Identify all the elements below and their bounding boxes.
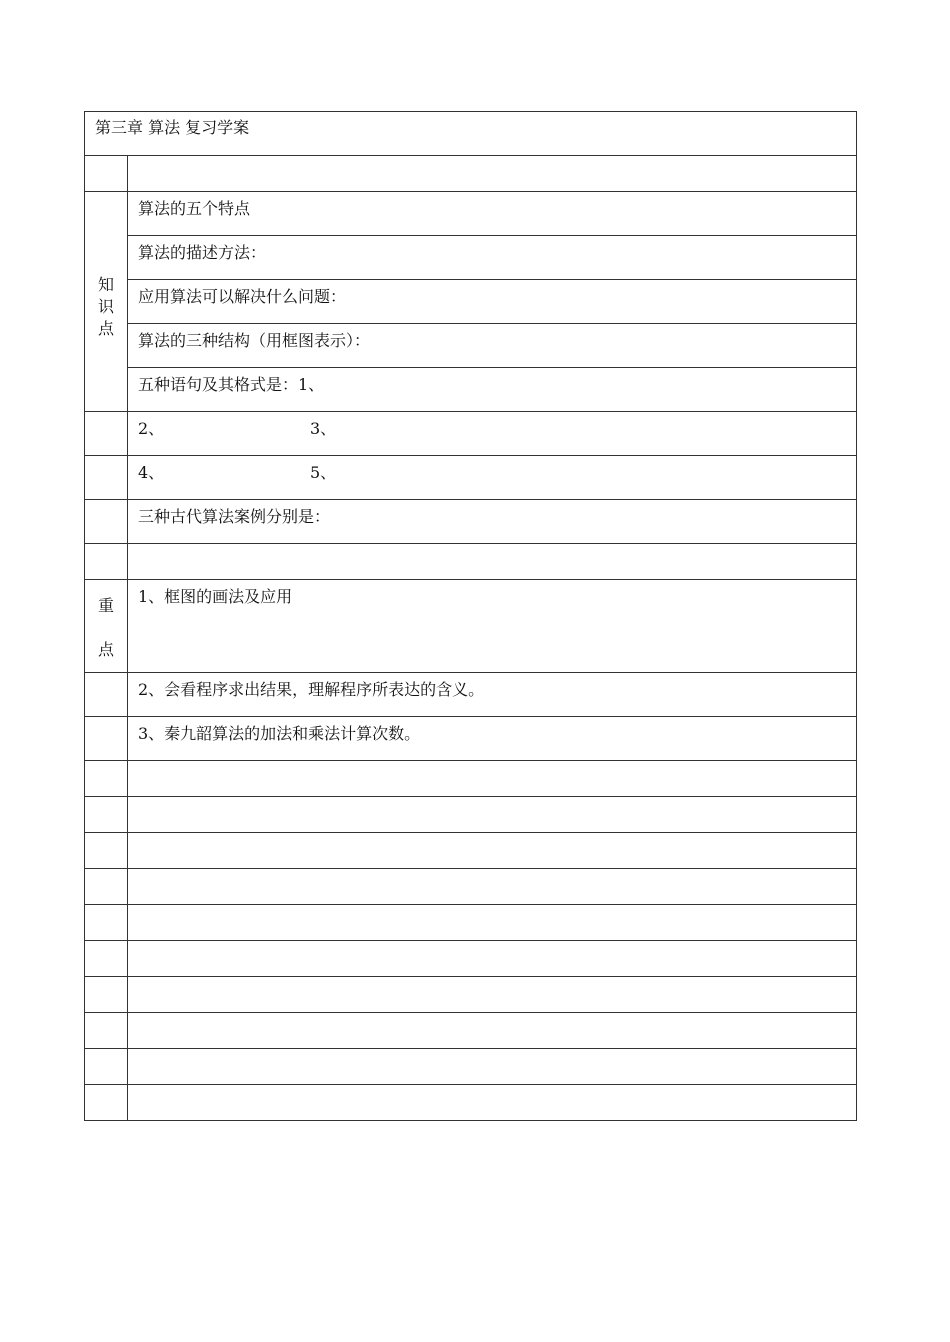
statement-2: 2、	[138, 419, 165, 438]
blank-cell	[128, 977, 857, 1013]
ancient-cases-text: 三种古代算法案例分别是：	[128, 500, 857, 544]
blank-cell	[85, 833, 128, 869]
title-row	[85, 112, 857, 156]
knowledge-item: 五种语句及其格式是：1、	[128, 368, 857, 412]
blank-row	[85, 544, 857, 580]
key-point-row	[85, 717, 857, 761]
key-points-label	[85, 580, 128, 673]
knowledge-item: 算法的描述方法：	[128, 236, 857, 280]
knowledge-item: 算法的五个特点	[128, 192, 857, 236]
statement-row	[85, 412, 857, 456]
blank-row	[85, 977, 857, 1013]
key-point-item: 1、框图的画法及应用	[128, 580, 857, 673]
key-point-row	[85, 580, 857, 673]
knowledge-item: 应用算法可以解决什么问题：	[128, 280, 857, 324]
blank-cell	[85, 797, 128, 833]
knowledge-label-char: 知	[97, 275, 114, 294]
blank-cell	[85, 905, 128, 941]
knowledge-row	[85, 192, 857, 236]
statement-cell	[128, 456, 857, 500]
blank-cell	[128, 1049, 857, 1085]
knowledge-row	[85, 280, 857, 324]
blank-row	[85, 1013, 857, 1049]
review-worksheet-table	[84, 111, 857, 1121]
blank-row	[85, 1049, 857, 1085]
key-point-item: 2、会看程序求出结果，理解程序所表达的含义。	[128, 673, 857, 717]
ancient-cases-row	[85, 500, 857, 544]
blank-row	[85, 156, 857, 192]
knowledge-label-char: 点	[97, 319, 114, 338]
key-points-label-char: 重	[97, 596, 114, 615]
knowledge-label	[85, 192, 128, 412]
blank-cell	[128, 905, 857, 941]
blank-cell	[85, 544, 128, 580]
blank-cell	[85, 156, 128, 192]
blank-cell	[85, 500, 128, 544]
knowledge-row	[85, 368, 857, 412]
key-point-row	[85, 673, 857, 717]
blank-cell	[128, 1085, 857, 1121]
blank-cell	[128, 941, 857, 977]
statement-row	[85, 456, 857, 500]
blank-cell	[85, 1049, 128, 1085]
knowledge-row	[85, 324, 857, 368]
blank-row	[85, 869, 857, 905]
blank-row	[85, 905, 857, 941]
blank-cell	[128, 544, 857, 580]
knowledge-row	[85, 236, 857, 280]
blank-row	[85, 761, 857, 797]
blank-cell	[85, 1085, 128, 1121]
worksheet-title: 第三章 算法 复习学案	[85, 112, 857, 156]
blank-cell	[85, 412, 128, 456]
blank-row	[85, 1085, 857, 1121]
knowledge-item: 算法的三种结构（用框图表示）：	[128, 324, 857, 368]
blank-cell	[85, 1013, 128, 1049]
blank-cell	[128, 761, 857, 797]
knowledge-label-char: 识	[97, 297, 114, 316]
blank-cell	[85, 977, 128, 1013]
blank-cell	[128, 833, 857, 869]
blank-cell	[128, 1013, 857, 1049]
blank-cell	[128, 869, 857, 905]
statement-4: 4、	[138, 463, 165, 482]
key-point-item: 3、秦九韶算法的加法和乘法计算次数。	[128, 717, 857, 761]
statement-3: 3、	[310, 419, 337, 438]
blank-cell	[128, 797, 857, 833]
blank-row	[85, 797, 857, 833]
blank-cell	[85, 761, 128, 797]
blank-cell	[85, 869, 128, 905]
blank-row	[85, 941, 857, 977]
blank-row	[85, 833, 857, 869]
blank-cell	[85, 941, 128, 977]
blank-cell	[85, 673, 128, 717]
key-points-label-char: 点	[97, 640, 114, 659]
statement-cell	[128, 412, 857, 456]
blank-cell	[85, 456, 128, 500]
statement-5: 5、	[310, 463, 337, 482]
blank-cell	[128, 156, 857, 192]
blank-cell	[85, 717, 128, 761]
